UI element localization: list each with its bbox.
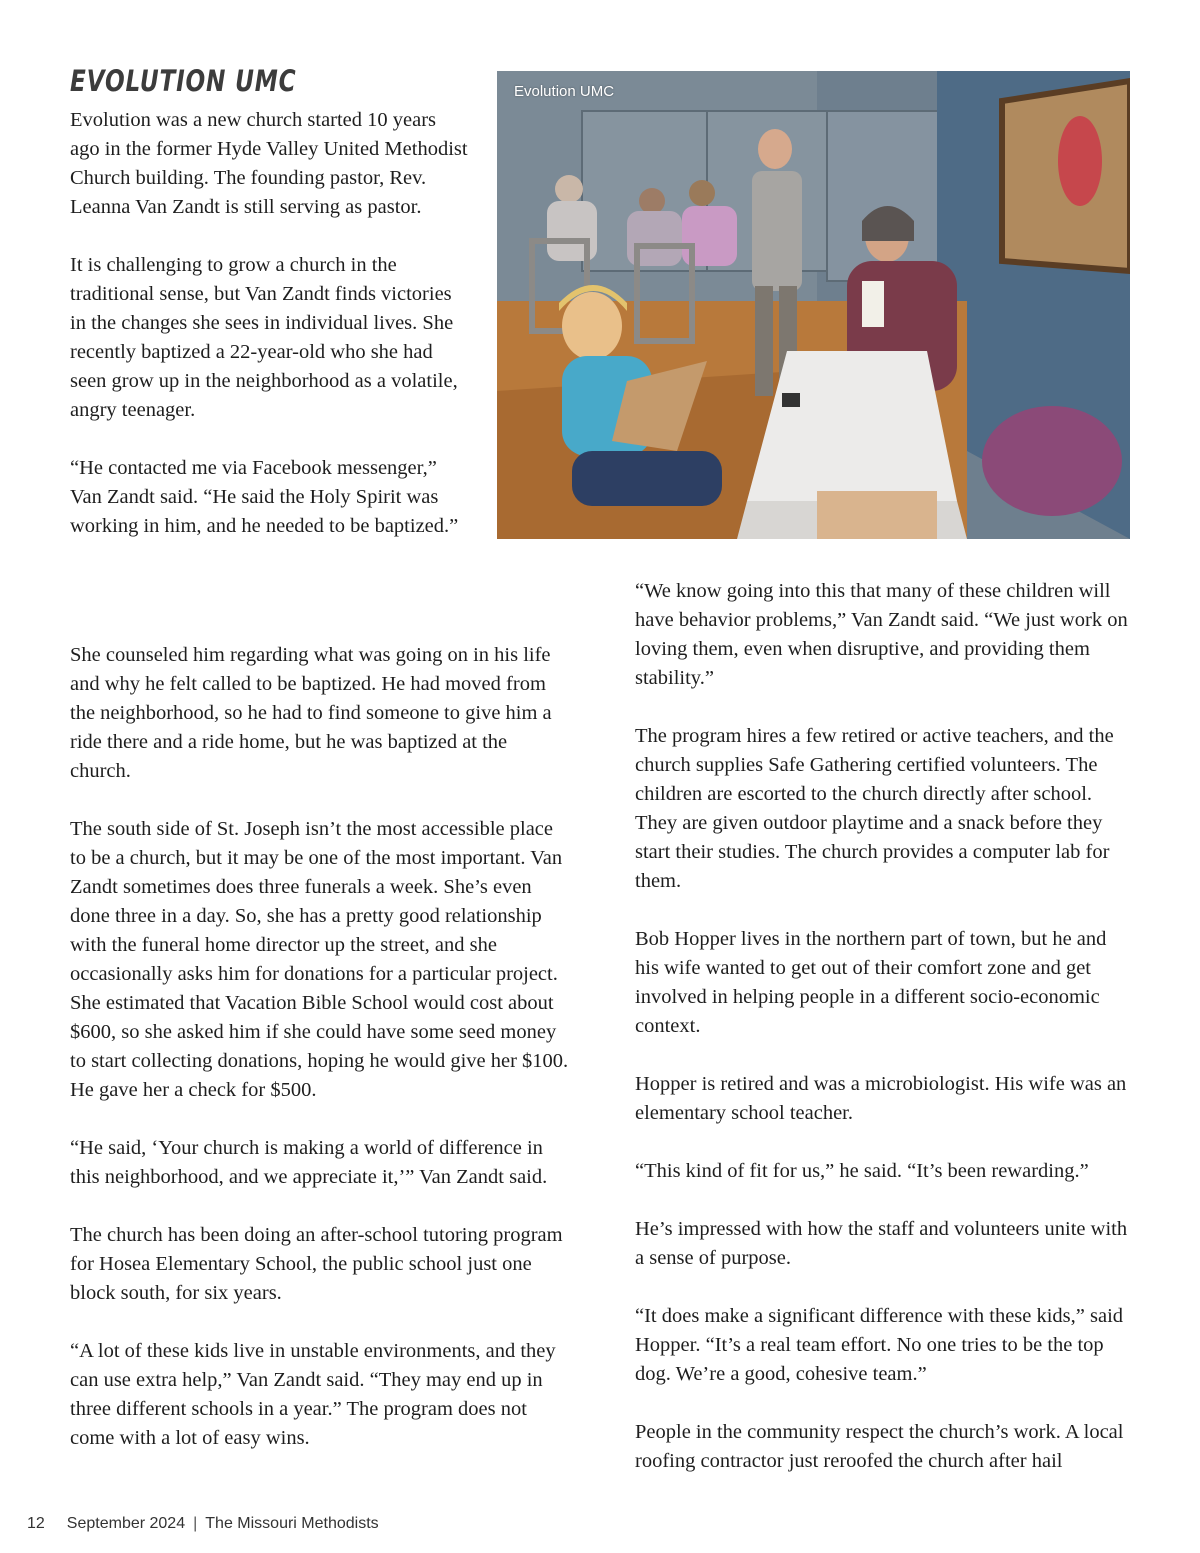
paragraph: Evolution was a new church started 10 years ago in the former Hyde Valley United Methodist Church building. The founding pastor, Rev. Leanna Van Zandt is still serving as pastor. bbox=[70, 109, 468, 218]
article-heading: EVOLUTION UMC bbox=[70, 64, 297, 98]
photo-caption: Evolution UMC bbox=[514, 83, 615, 100]
paragraph: “This kind of fit for us,” he said. “It’s been rewarding.” bbox=[635, 1160, 1089, 1182]
page-footer bbox=[27, 1515, 379, 1533]
paragraph: Bob Hopper lives in the northern part of town, but he and his wife wanted to get out of their comfort zone and get involved in helping people in a different socio-economic context. bbox=[635, 928, 1107, 1037]
paragraph: The program hires a few retired or active teachers, and the church supplies Safe Gathering certified volunteers. The children are escorted to the church directly after school. They are given outdoor playtime and a snack before they start their studies. The church provides a computer lab for them. bbox=[635, 725, 1114, 892]
paragraph: The south side of St. Joseph isn’t the most accessible place to be a church, but it may be one of the most important. Van Zandt sometimes does three funerals a week. She’s even done three in a day. So, she has a pretty good relationship with the funeral home director up the street, and she occasionally asks him for donations for a particular project. She estimated that Vacation Bible School would cost about $600, so she asked him if she could have some seed money to start collecting donations, hoping he would give her $100. He gave her a check for $500. bbox=[70, 818, 569, 1101]
page-number: 12 bbox=[27, 1515, 45, 1532]
paragraph: The church has been doing an after-school tutoring program for Hosea Elementary School, the public school just one block south, for six years. bbox=[70, 1224, 563, 1304]
paragraph: “A lot of these kids live in unstable environments, and they can use extra help,” Van Zandt said. “They may end up in three different schools in a year.” The program does not come with a lot of easy wins. bbox=[70, 1340, 556, 1449]
issue-date: September 2024 bbox=[66, 1515, 186, 1532]
paragraph: “It does make a significant difference with these kids,” said Hopper. “It’s a real team effort. No one tries to be the top dog. We’re a good, cohesive team.” bbox=[635, 1305, 1124, 1385]
paragraph: She counseled him regarding what was going on in his life and why he felt called to be baptized. He had moved from the neighborhood, so he had to find someone to give him a ride there and a ride home, but he was baptized at the church. bbox=[70, 644, 552, 782]
publication-name: The Missouri Methodists bbox=[205, 1515, 379, 1532]
paragraph: He’s impressed with how the staff and volunteers unite with a sense of purpose. bbox=[635, 1218, 1128, 1269]
column-1-bottom bbox=[70, 641, 570, 1482]
paragraph: It is challenging to grow a church in the traditional sense, but Van Zandt finds victories in the changes she sees in individual lives. She recently baptized a 22-year-old who she had seen grow up in the neighborhood as a volatile, angry teenager. bbox=[70, 254, 458, 421]
tutoring-scene-illustration bbox=[497, 71, 1130, 539]
paragraph: People in the community respect the church’s work. A local roofing contractor just reroofed the church after hail bbox=[635, 1421, 1124, 1472]
column-1-top bbox=[70, 106, 470, 570]
footer-separator: | bbox=[193, 1515, 198, 1532]
article-photo bbox=[497, 71, 1130, 539]
paragraph: “He said, ‘Your church is making a world of difference in this neighborhood, and we appreciate it,’” Van Zandt said. bbox=[70, 1137, 548, 1188]
paragraph: Hopper is retired and was a microbiologist. His wife was an elementary school teacher. bbox=[635, 1073, 1127, 1124]
paragraph: “We know going into this that many of these children will have behavior problems,” Van Zandt said. “We just work on loving them, even when disruptive, and providing them stability.” bbox=[635, 580, 1128, 689]
paragraph: “He contacted me via Facebook messenger,” Van Zandt said. “He said the Holy Spirit was working in him, and he needed to be baptized.” bbox=[70, 457, 459, 537]
column-2 bbox=[635, 577, 1135, 1505]
